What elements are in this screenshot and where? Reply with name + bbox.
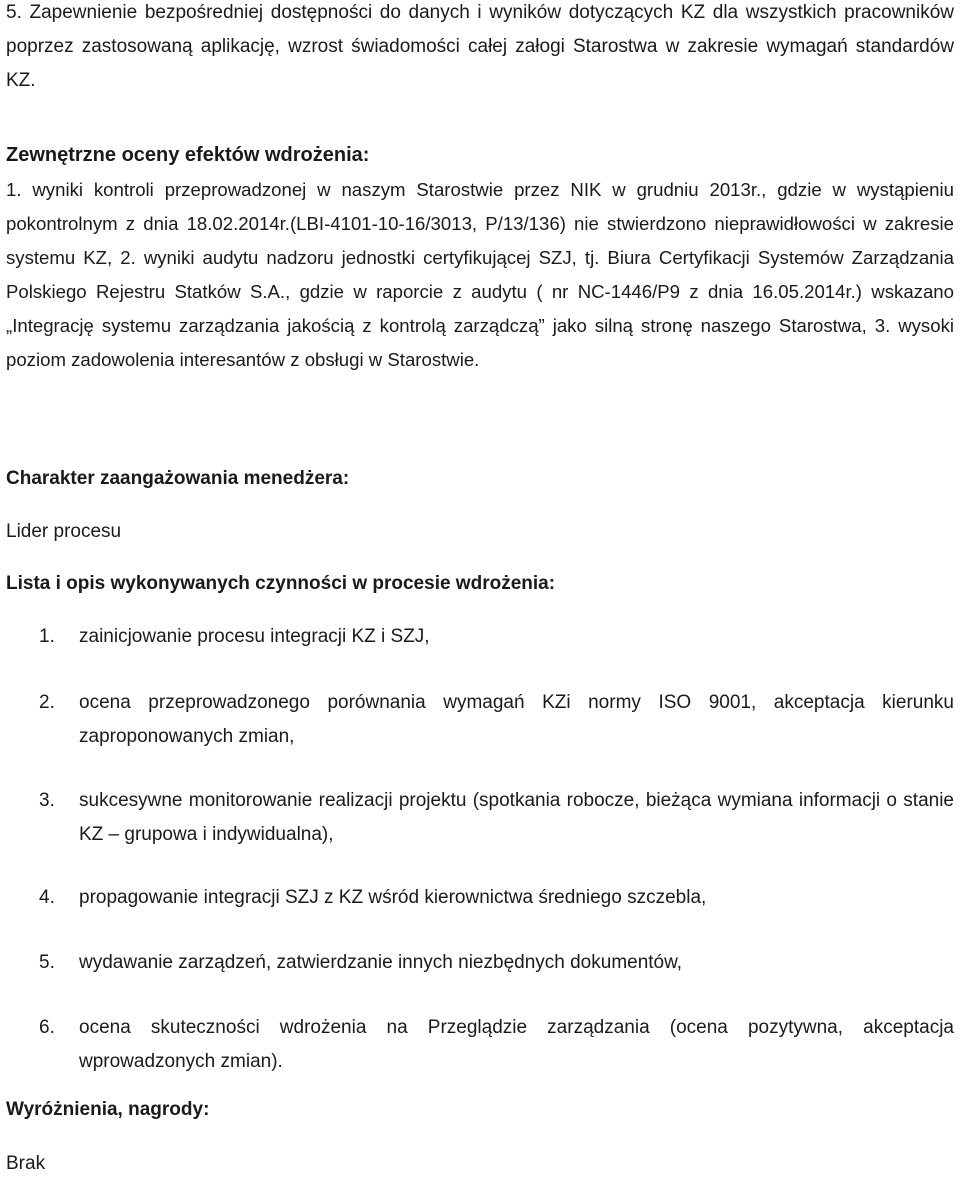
activity-item	[6, 881, 954, 915]
activity-text: ocena skuteczności wdrożenia na Przeglądzie zarządzania (ocena pozytywna, akceptacja wprowadzonych zmian).	[79, 1017, 954, 1072]
activity-text: wydawanie zarządzeń, zatwierdzanie innych niezbędnych dokumentów,	[79, 952, 683, 973]
activity-number: 6.	[39, 1017, 55, 1038]
activity-number: 2.	[39, 692, 55, 713]
activity-item	[6, 1011, 954, 1079]
awards-text: Brak	[6, 1153, 46, 1174]
activity-number: 5.	[39, 952, 55, 973]
activity-text: zainicjowanie procesu integracji KZ i SZJ,	[79, 626, 430, 647]
activity-item	[6, 784, 954, 852]
activity-text: propagowanie integracji SZJ z KZ wśród kierownictwa średniego szczebla,	[79, 887, 707, 908]
awards-heading: Wyróżnienia, nagrody:	[6, 1099, 210, 1120]
activity-number: 1.	[39, 626, 55, 647]
activity-item	[6, 946, 954, 980]
manager-involvement-heading: Charakter zaangażowania menedżera:	[6, 468, 350, 489]
paragraph-item-5: 5. Zapewnienie bezpośredniej dostępności do danych i wyników dotyczących KZ dla wszystkich pracowników poprzez zastosowaną aplikację, wzrost świadomości całej załogi Starostwa w zakresie wymagań standardów KZ.	[6, 2, 954, 91]
activity-text: ocena przeprowadzonego porównania wymagań KZi normy ISO 9001, akceptacja kierunku zaproponowanych zmian,	[79, 692, 954, 747]
external-evaluations-text: 1. wyniki kontroli przeprowadzonej w naszym Starostwie przez NIK w grudniu 2013r., gdzie w wystąpieniu pokontrolnym z dnia 18.02.2014r.(LBI-4101-10-16/3013, P/13/136) nie stwierdzono nieprawidłowości w zakresie systemu KZ, 2. wyniki audytu nadzoru jednostki certyfikującej SZJ, tj. Biura Certyfikacji Systemów Zarządzania Polskiego Rejestru Statków S.A., gdzie w raporcie z audytu ( nr NC-1446/P9 z dnia 16.05.2014r.) wskazano „Integrację systemu zarządzania jakością z kontrolą zarządczą” jako silną stronę naszego Starostwa, 3. wysoki poziom zadowolenia interesantów z obsługi w Starostwie.	[6, 179, 954, 370]
manager-involvement-text: Lider procesu	[6, 521, 122, 542]
activity-number: 3.	[39, 790, 55, 811]
activities-heading: Lista i opis wykonywanych czynności w procesie wdrożenia:	[6, 573, 556, 594]
activity-item	[6, 620, 954, 654]
external-evaluations-heading: Zewnętrzne oceny efektów wdrożenia:	[6, 144, 370, 166]
activity-item	[6, 686, 954, 754]
activity-text: sukcesywne monitorowanie realizacji projektu (spotkania robocze, bieżąca wymiana informacji o stanie KZ – grupowa i indywidualna),	[79, 790, 954, 845]
activity-number: 4.	[39, 887, 55, 908]
